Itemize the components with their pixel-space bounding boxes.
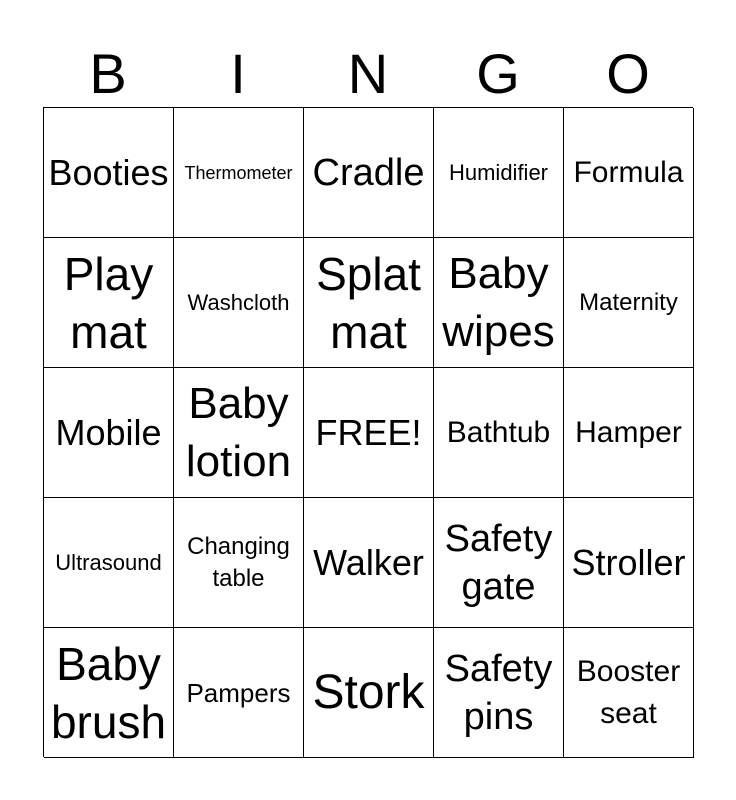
- bingo-cell[interactable]: [434, 628, 564, 758]
- cell-label: Pampers: [186, 677, 291, 708]
- bingo-cell[interactable]: [434, 498, 564, 628]
- header-letter-i: I: [230, 42, 246, 105]
- cell-label: Play mat: [63, 247, 154, 358]
- cell-label: Stroller: [571, 541, 686, 583]
- cell-label: Maternity: [579, 288, 678, 316]
- bingo-cell[interactable]: [44, 108, 174, 238]
- cell-label: Splat mat: [316, 247, 421, 358]
- cell-label: Humidifier: [448, 159, 549, 185]
- bingo-cell[interactable]: [304, 628, 434, 758]
- header-letter-o: O: [606, 42, 650, 105]
- bingo-cell[interactable]: [44, 368, 174, 498]
- bingo-cell[interactable]: [174, 368, 304, 498]
- bingo-cell[interactable]: [304, 498, 434, 628]
- cell-label: Stork: [312, 665, 425, 719]
- bingo-header: [43, 40, 693, 108]
- bingo-cell[interactable]: [174, 238, 304, 368]
- cell-label: Hamper: [575, 415, 682, 449]
- cell-label: Changing table: [187, 532, 290, 592]
- cell-label: Cradle: [312, 151, 425, 194]
- bingo-cell[interactable]: [564, 498, 694, 628]
- bingo-cell[interactable]: [44, 498, 174, 628]
- cell-label: Washcloth: [187, 289, 290, 315]
- bingo-cell[interactable]: [434, 238, 564, 368]
- bingo-cell[interactable]: [564, 108, 694, 238]
- cell-label: Booties: [48, 151, 169, 193]
- bingo-cell[interactable]: [44, 628, 174, 758]
- bingo-cell[interactable]: [174, 628, 304, 758]
- bingo-cell[interactable]: [304, 108, 434, 238]
- bingo-board: [43, 107, 693, 757]
- cell-label: Booster seat: [576, 654, 681, 730]
- cell-label: Formula: [573, 155, 684, 189]
- header-letter-b: B: [89, 42, 127, 105]
- cell-label: Thermometer: [184, 162, 293, 183]
- bingo-cell[interactable]: [304, 238, 434, 368]
- cell-label: Baby wipes: [442, 248, 555, 356]
- cell-label: Baby brush: [50, 637, 167, 748]
- cell-label: Baby lotion: [185, 378, 292, 486]
- bingo-cell[interactable]: [174, 498, 304, 628]
- cell-label: Safety pins: [444, 647, 553, 738]
- header-letter-g: G: [476, 42, 520, 105]
- cell-label: Bathtub: [446, 415, 551, 449]
- cell-label: Safety gate: [444, 517, 553, 608]
- cell-label: Mobile: [55, 411, 162, 453]
- bingo-cell[interactable]: [434, 108, 564, 238]
- bingo-cell[interactable]: [44, 238, 174, 368]
- bingo-cell[interactable]: [564, 238, 694, 368]
- bingo-cell[interactable]: [434, 368, 564, 498]
- bingo-cell[interactable]: [304, 368, 434, 498]
- cell-label: Walker: [313, 541, 424, 583]
- bingo-cell[interactable]: [564, 628, 694, 758]
- cell-label: Ultrasound: [55, 549, 162, 575]
- cell-label: FREE!: [315, 411, 422, 453]
- bingo-cell[interactable]: [564, 368, 694, 498]
- bingo-cell[interactable]: [174, 108, 304, 238]
- header-letter-n: N: [347, 42, 389, 105]
